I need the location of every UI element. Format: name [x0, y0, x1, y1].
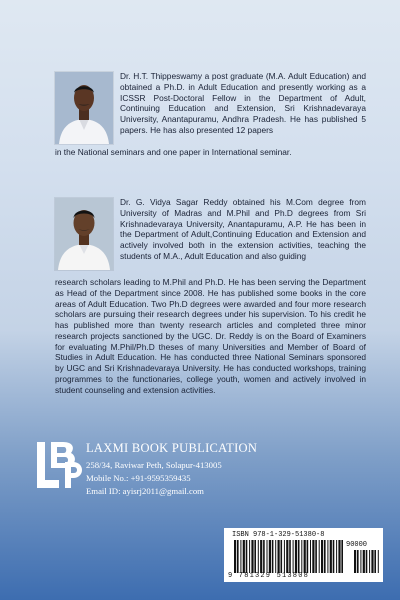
publisher-address: 258/34, Raviwar Peth, Solapur-413005	[86, 460, 222, 470]
author2-bio-bottom: research scholars leading to M.Phil and Ph.D. He has been serving the Department as Head of the Department since 2008. He has published some books in the core areas of Adult Education. Two Ph.D degrees were awarded and four more research scholars are pursuing their research degrees under his supervision. To his credit he has published more than twenty research articles and completed three minor research projects sanctioned by the UGC. Dr. Reddy is on the Board of Examiners for evaluating M.Phil/Ph.D theses of many Universities and Member of Board of Studies in Adult Education. He has conducted three National Seminars sponsored by UGC and Sri Krishnadevaraya University. He has conducted workshops, training programmes to the functionaries, college youth, women and actively involved in student counseling and extension activities.	[55, 277, 366, 395]
barcode-number: 9 781329 513808	[228, 572, 310, 580]
publisher-name: LAXMI BOOK PUBLICATION	[86, 441, 258, 455]
author1-bio-bottom: in the National seminars and one paper in International seminar.	[55, 147, 292, 157]
isbn-barcode	[224, 528, 383, 582]
author2-bio-top: Dr. G. Vidya Sagar Reddy obtained his M.Com degree from University of Madras and M.Phil and Ph.D degrees from Sri Krishnadevaraya University, Anantapuramu, A.P. He has been in the Department of Adult,Continuing Education and Extension and actively involved both in the extension activities, teaching the students of M.A., Adult Education and also guiding	[120, 197, 366, 261]
price-barcode-bars	[354, 550, 380, 573]
publisher-mobile: Mobile No.: +91-9595359435	[86, 473, 191, 484]
author2-photo	[55, 198, 113, 270]
publisher-logo	[33, 438, 87, 492]
author1-bio-top: Dr. H.T. Thippeswamy a post graduate (M.A. Adult Education) and obtained a Ph.D. in Adult Education and presently working as a ICSSR Post-Doctoral Fellow in the Department of Adult, Continuing Education and Extension, Sri Krishnadevaraya University, Anantapuramu, Andhra Pradesh. He has published 5 papers. He has also presented 12 papers	[120, 71, 366, 135]
publisher-email: Email ID: ayisrj2011@gmail.com	[86, 486, 204, 497]
isbn-label: ISBN 978-1-329-51380-8	[232, 531, 325, 539]
publisher-info	[86, 441, 286, 498]
price-code: 90000	[346, 541, 368, 549]
barcode-bars	[234, 540, 346, 573]
author1-photo	[55, 72, 113, 144]
